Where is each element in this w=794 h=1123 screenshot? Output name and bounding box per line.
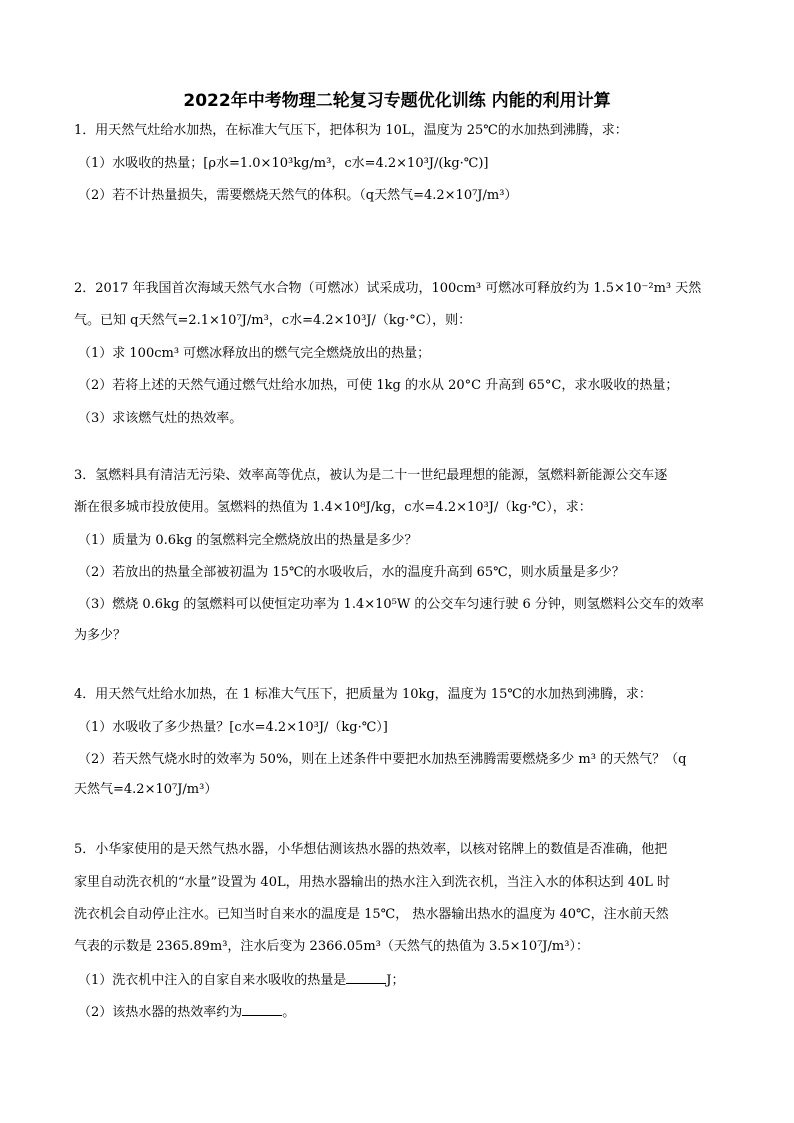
q3-part1: （1）质量为 0.6kg 的氢燃料完全燃烧放出的热量是多少？: [78, 533, 418, 548]
q5-part1-text: （1）洗衣机中注入的自家自来水吸收的热量是: [78, 973, 347, 988]
q1-part1: （1）水吸收的热量；[ρ水=1.0×10³kg/m³，c水=4.2×10³J/(kg·℃)]: [78, 156, 489, 171]
q2-part2: （2）若将上述的天然气通过燃气灶给水加热，可使 1kg 的水从 20°C 升高到 65°C，求水吸收的热量；: [78, 378, 679, 393]
q3-stem-line2: 渐在很多城市投放使用。氢燃料的热值为 1.4×10⁸J/kg，c水=4.2×10³J/（kg·℃），求：: [74, 500, 592, 515]
q5-part1: [78, 971, 405, 990]
q3-part3-line2: 为多少？: [74, 628, 127, 643]
q2-stem-line2: 气。已知 q天然气=2.1×10⁷J/m³，c水=4.2×10³J/（kg·°C），则：: [74, 313, 472, 328]
q5-part1-unit: J；: [386, 973, 405, 988]
answer-blank[interactable]: [242, 1003, 282, 1016]
page-title: 2022年中考物理二轮复习专题优化训练 内能的利用计算: [183, 91, 611, 111]
q1-stem: 1．用天然气灶给水加热，在标准大气压下，把体积为 10L，温度为 25℃的水加热到沸腾，求：: [74, 123, 628, 138]
q3-part3-line1: （3）燃烧 0.6kg 的氢燃料可以使恒定功率为 1.4×10⁵W 的公交车匀速行驶 6 分钟，则氢燃料公交车的效率: [78, 597, 704, 612]
q5-part2-text: （2）该热水器的热效率约为: [78, 1005, 243, 1020]
q1-part2: （2）若不计热量损失，需要燃烧天然气的体积。（q天然气=4.2×10⁷J/m³）: [78, 188, 518, 203]
q4-stem: 4．用天然气灶给水加热，在 1 标准大气压下，把质量为 10kg，温度为 15℃的水加热到沸腾，求：: [74, 687, 652, 702]
q2-stem-line1: 2．2017 年我国首次海域天然气水合物（可燃冰）试采成功，100cm³ 可燃冰可释放约为 1.5×10⁻²m³ 天然: [74, 281, 702, 296]
q2-part1: （1）求 100cm³ 可燃冰释放出的燃气完全燃烧放出的热量；: [78, 346, 431, 361]
q5-part2: [78, 1003, 295, 1022]
q3-part2: （2）若放出的热量全部被初温为 15℃的水吸收后，水的温度升高到 65℃，则水质量是多少？: [78, 565, 625, 580]
q4-part1: （1）水吸收了多少热量？[c水=4.2×10³J/（kg·℃）]: [78, 720, 388, 735]
q5-stem-line3: 洗衣机会自动停止注水。已知当时自来水的温度是 15℃， 热水器输出热水的温度为 40℃，注水前天然: [74, 907, 669, 922]
q4-part2-line2: 天然气=4.2×10⁷J/m³）: [74, 782, 218, 797]
q4-part2-line1: （2）若天然气烧水时的效率为 50%，则在上述条件中要把水加热至沸腾需要燃烧多少 m³ 的天然气？（q: [78, 752, 687, 767]
q5-stem-line2: 家里自动洗衣机的“水量”设置为 40L，用热水器输出的热水注入到洗衣机，当注入水的体积达到 40L 时: [74, 875, 671, 890]
q5-part2-end: 。: [282, 1005, 296, 1020]
q5-stem-line4: 气表的示数是 2365.89m³，注水后变为 2366.05m³（天然气的热值为 3.5×10⁷J/m³）：: [74, 939, 589, 954]
q5-stem-line1: 5．小华家使用的是天然气热水器，小华想估测该热水器的热效率，以核对铭牌上的数值是否准确，他把: [74, 842, 668, 857]
q3-stem-line1: 3．氢燃料具有清洁无污染、效率高等优点，被认为是二十一世纪最理想的能源，氢燃料新能源公交车逐: [74, 468, 668, 483]
q2-part3: （3）求该燃气灶的热效率。: [78, 411, 243, 426]
answer-blank[interactable]: [346, 971, 386, 984]
